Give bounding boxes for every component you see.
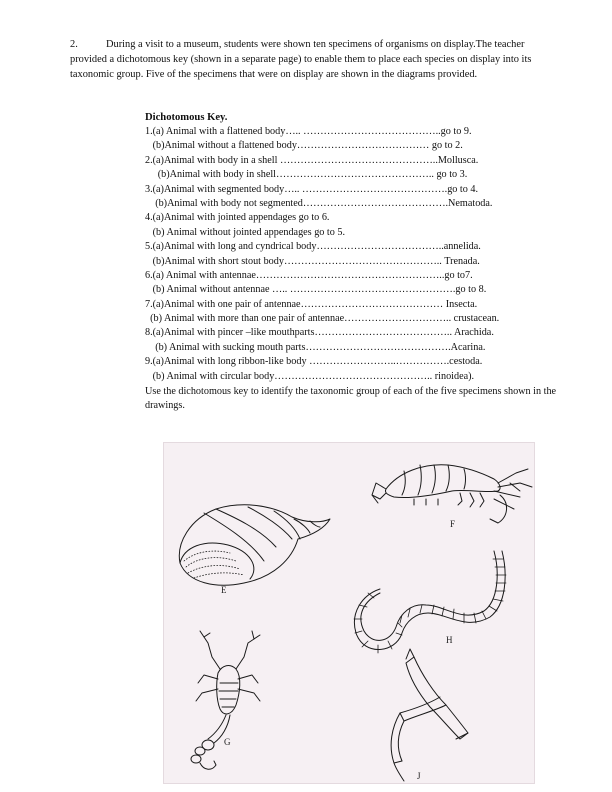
dichotomous-key	[145, 110, 565, 414]
key-line: 6.(a) Animal with antennae………………………………………………..go to7.	[145, 269, 473, 281]
specimen-label-e: E	[221, 585, 227, 595]
specimen-label-h: H	[446, 635, 453, 645]
key-line: (b)Animal without a flattened body………………………………… go to 2.	[145, 140, 463, 152]
segmented-worm-drawing	[354, 551, 506, 653]
question-intro	[70, 37, 548, 82]
key-line: (b) Animal with circular body……………………………………….. rinoidea).	[145, 370, 475, 382]
key-line: (b) Animal without jointed appendages go to 5.	[145, 226, 346, 238]
question-number: 2.	[70, 39, 78, 50]
instruction: Use the dichotomous key to identify the taxonomic group of each of the five specimens shown in the drawings.	[145, 386, 557, 412]
snail-shell-drawing	[179, 505, 330, 585]
ribbon-worm-drawing	[391, 649, 468, 781]
key-line: 1.(a) Animal with a flattened body….. …………………………………..go to 9.	[145, 126, 472, 137]
key-line: 3.(a)Animal with segmented body….. …………………………………….go to 4.	[145, 183, 479, 195]
key-line: (b)Animal with short stout body……………………………………….. Trenada.	[145, 255, 480, 267]
scorpion-drawing	[191, 631, 260, 769]
specimen-drawings	[163, 442, 535, 784]
key-line: (b)Animal with body not segmented…………………………………….Nematoda.	[145, 197, 493, 209]
key-line: 4.(a)Animal with jointed appendages go to 6.	[145, 212, 330, 224]
key-line: (b) Animal with more than one pair of antennae………………………….. crustacean.	[145, 313, 500, 325]
key-line: (b) Animal without antennae ….. ………………………………………….go to 8.	[145, 284, 487, 296]
key-line: (b)Animal with body in shell……………………………………….. go to 3.	[145, 169, 468, 181]
specimen-label-g: G	[224, 737, 231, 747]
key-line: 9.(a)Animal with long ribbon-like body ……………………..…………….cestoda.	[145, 356, 483, 368]
key-lines	[145, 125, 565, 384]
key-line: (b) Animal with sucking mouth parts…………………………………….Acarina.	[145, 341, 486, 353]
question-intro-text: During a visit to a museum, students were shown ten specimens of organisms on display.The teacher provided a dichotomous key (shown in a separate page) to enable them to place each species on display into its taxonomic group. Five of the specimens that were on display are shown in the diagrams provided.	[70, 39, 532, 80]
key-line: 5.(a)Animal with long and cyndrical body………………………………..annelida.	[145, 241, 481, 253]
specimen-label-f: F	[450, 519, 456, 529]
key-title: Dichotomous Key.	[145, 112, 228, 123]
specimen-label-j: J	[417, 771, 421, 781]
key-line: 7.(a)Animal with one pair of antennae…………………………………… Insecta.	[145, 298, 478, 310]
key-line: 8.(a)Animal with pincer –like mouthparts………………………………….. Arachida.	[145, 327, 494, 339]
specimen-drawings-svg	[164, 443, 534, 783]
key-line: 2.(a)Animal with body in a shell ………………………………………..Mollusca.	[145, 154, 479, 166]
shrimp-drawing	[372, 465, 532, 523]
